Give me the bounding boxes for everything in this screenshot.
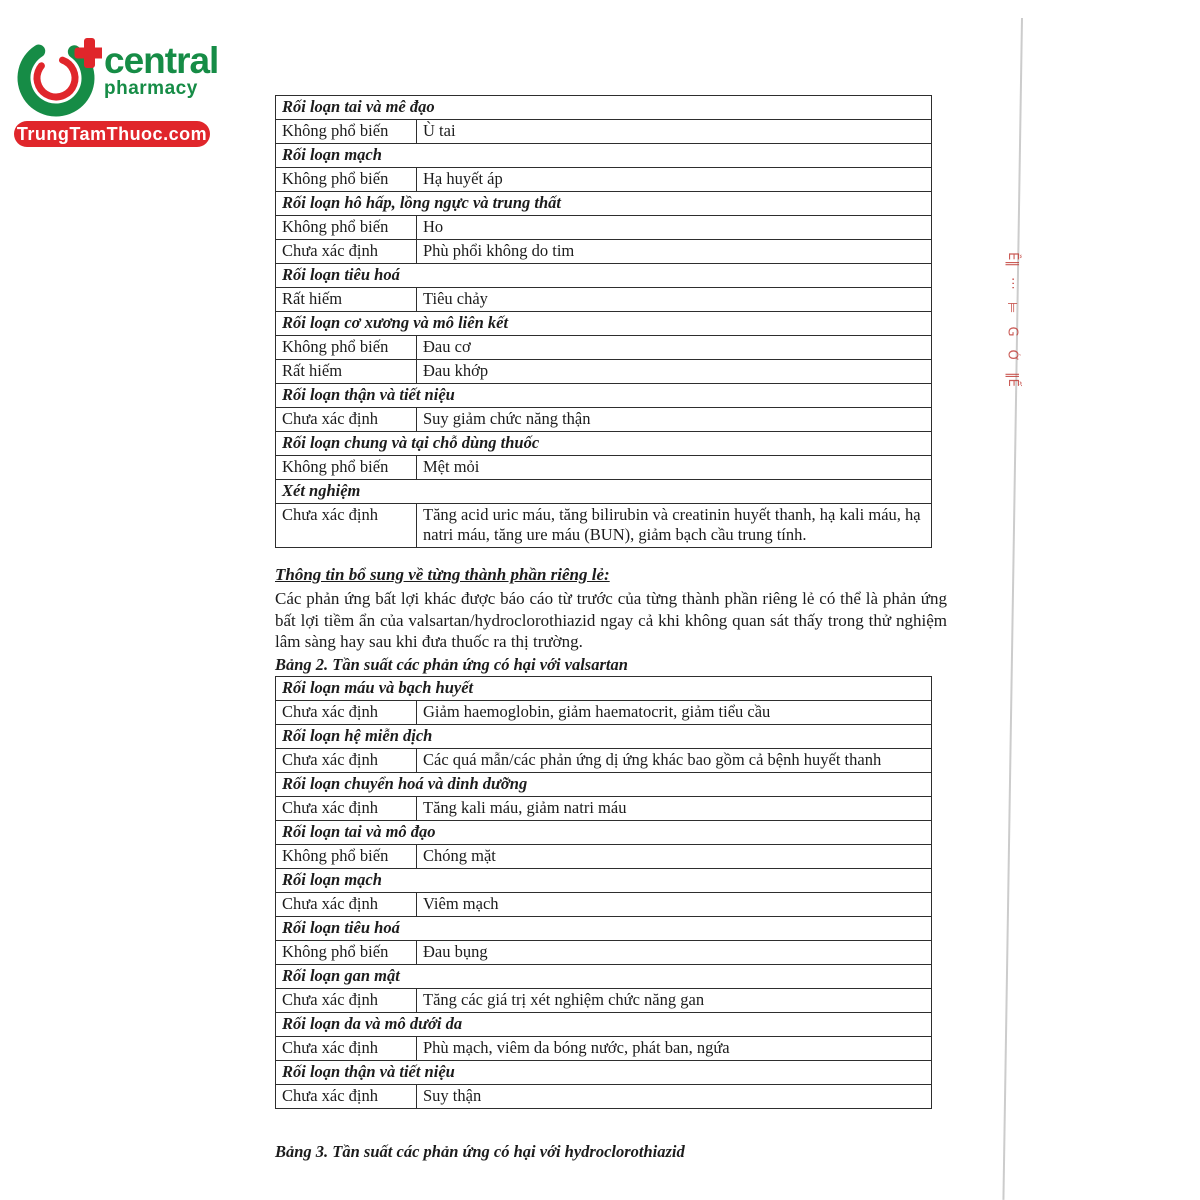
section-header-cell: Rối loạn chuyển hoá và dinh dưỡng bbox=[276, 772, 932, 796]
table-row bbox=[276, 1084, 932, 1108]
frequency-cell: Chưa xác định bbox=[276, 988, 417, 1012]
table-row bbox=[276, 748, 932, 772]
section-header-row bbox=[276, 724, 932, 748]
reaction-cell: Đau cơ bbox=[417, 336, 932, 360]
reaction-cell: Tăng các giá trị xét nghiệm chức năng gan bbox=[417, 988, 932, 1012]
frequency-cell: Không phổ biến bbox=[276, 168, 417, 192]
frequency-cell: Chưa xác định bbox=[276, 700, 417, 724]
section-header-row bbox=[276, 192, 932, 216]
section-header-cell: Rối loạn thận và tiết niệu bbox=[276, 384, 932, 408]
additional-info-heading: Thông tin bổ sung về từng thành phần riêng lẻ: bbox=[275, 565, 610, 584]
reaction-cell: Suy giảm chức năng thận bbox=[417, 408, 932, 432]
frequency-cell: Không phổ biến bbox=[276, 120, 417, 144]
section-header-cell: Rối loạn gan mật bbox=[276, 964, 932, 988]
frequency-cell: Chưa xác định bbox=[276, 240, 417, 264]
reaction-cell: Tăng acid uric máu, tăng bilirubin và creatinin huyết thanh, hạ kali máu, hạ natri máu, tăng ure máu (BUN), giảm bạch cầu trung tính. bbox=[417, 504, 932, 548]
reaction-cell: Tiêu chảy bbox=[417, 288, 932, 312]
reaction-cell: Phù mạch, viêm da bóng nước, phát ban, ngứa bbox=[417, 1036, 932, 1060]
red-stamp-fragments bbox=[1001, 252, 1023, 396]
frequency-cell: Chưa xác định bbox=[276, 408, 417, 432]
logo-brand-text: central bbox=[104, 40, 219, 81]
section-header-row bbox=[276, 384, 932, 408]
frequency-cell: Không phổ biến bbox=[276, 456, 417, 480]
section-header-cell: Rối loạn tai và mê đạo bbox=[276, 96, 932, 120]
section-header-cell: Rối loạn mạch bbox=[276, 868, 932, 892]
logo-c-icon bbox=[14, 30, 102, 118]
table-row bbox=[276, 408, 932, 432]
section-header-cell: Rối loạn máu và bạch huyết bbox=[276, 676, 932, 700]
table-row bbox=[276, 504, 932, 548]
section-header-row bbox=[276, 144, 932, 168]
reaction-cell: Phù phổi không do tim bbox=[417, 240, 932, 264]
additional-info-paragraph: Các phản ứng bất lợi khác được báo cáo từ trước của từng thành phần riêng lẻ có thể là phản ứng bất lợi tiềm ẩn của valsartan/hydroclorothiazid ngay cả khi không quan sát thấy trong thử nghiệm lâm sàng hay sau khi đưa thuốc ra thị trường. bbox=[275, 589, 947, 651]
table-row bbox=[276, 240, 932, 264]
table-row bbox=[276, 844, 932, 868]
adverse-reactions-table-2 bbox=[275, 676, 932, 1109]
adverse-reactions-table-1 bbox=[275, 95, 932, 548]
section-header-row bbox=[276, 264, 932, 288]
section-header-cell: Rối loạn thận và tiết niệu bbox=[276, 1060, 932, 1084]
table-row bbox=[276, 216, 932, 240]
red-stamp-fragment: G bbox=[1004, 326, 1020, 337]
reaction-cell: Đau bụng bbox=[417, 940, 932, 964]
section-header-row bbox=[276, 432, 932, 456]
frequency-cell: Không phổ biến bbox=[276, 216, 417, 240]
reaction-cell: Chóng mặt bbox=[417, 844, 932, 868]
central-pharmacy-logo bbox=[14, 30, 224, 147]
red-stamp-fragment: ⊨ bbox=[1004, 301, 1020, 314]
frequency-cell: Chưa xác định bbox=[276, 504, 417, 548]
section-header-cell: Rối loạn mạch bbox=[276, 144, 932, 168]
table-row bbox=[276, 168, 932, 192]
table-row bbox=[276, 288, 932, 312]
reaction-cell: Mệt mỏi bbox=[417, 456, 932, 480]
frequency-cell: Rất hiếm bbox=[276, 360, 417, 384]
table-row bbox=[276, 336, 932, 360]
reaction-cell: Hạ huyết áp bbox=[417, 168, 932, 192]
reaction-cell: Ho bbox=[417, 216, 932, 240]
reaction-cell: Viêm mạch bbox=[417, 892, 932, 916]
document-body bbox=[275, 95, 947, 1163]
section-header-row bbox=[276, 772, 932, 796]
banner-text: TrungTamThuoc.com bbox=[16, 123, 208, 144]
red-stamp-fragment: ‖Ế bbox=[1004, 372, 1020, 387]
frequency-cell: Chưa xác định bbox=[276, 1084, 417, 1108]
section-header-row bbox=[276, 964, 932, 988]
table-row bbox=[276, 700, 932, 724]
reaction-cell: Giảm haemoglobin, giảm haematocrit, giảm tiểu cầu bbox=[417, 700, 932, 724]
reaction-cell: Các quá mẫn/các phản ứng dị ứng khác bao gồm cả bệnh huyết thanh bbox=[417, 748, 932, 772]
section-header-row bbox=[276, 96, 932, 120]
section-header-row bbox=[276, 820, 932, 844]
frequency-cell: Không phổ biến bbox=[276, 940, 417, 964]
section-header-row bbox=[276, 480, 932, 504]
reaction-cell: Suy thận bbox=[417, 1084, 932, 1108]
section-header-row bbox=[276, 676, 932, 700]
section-header-cell: Rối loạn cơ xương và mô liên kết bbox=[276, 312, 932, 336]
reaction-cell: Ù tai bbox=[417, 120, 932, 144]
section-header-row bbox=[276, 1060, 932, 1084]
section-header-row bbox=[276, 916, 932, 940]
logo-sub-text: pharmacy bbox=[104, 78, 198, 99]
table-row bbox=[276, 1036, 932, 1060]
reaction-cell: Tăng kali máu, giảm natri máu bbox=[417, 796, 932, 820]
section-header-cell: Rối loạn hệ miễn dịch bbox=[276, 724, 932, 748]
section-header-cell: Rối loạn tai và mô đạo bbox=[276, 820, 932, 844]
section-header-cell: Rối loạn tiêu hoá bbox=[276, 264, 932, 288]
section-header-row bbox=[276, 1012, 932, 1036]
section-header-cell: Rối loạn chung và tại chỗ dùng thuốc bbox=[276, 432, 932, 456]
section-header-cell: Rối loạn hô hấp, lồng ngực và trung thất bbox=[276, 192, 932, 216]
frequency-cell: Rất hiếm bbox=[276, 288, 417, 312]
table-row bbox=[276, 892, 932, 916]
frequency-cell: Chưa xác định bbox=[276, 748, 417, 772]
frequency-cell: Chưa xác định bbox=[276, 796, 417, 820]
trungtamthuoc-banner bbox=[14, 121, 210, 147]
reaction-cell: Đau khớp bbox=[417, 360, 932, 384]
section-header-row bbox=[276, 312, 932, 336]
table-3-caption: Bảng 3. Tần suất các phản ứng có hại với hydroclorothiazid bbox=[275, 1141, 685, 1161]
red-stamp-fragment: Ễ‖ bbox=[1004, 252, 1020, 267]
table-row bbox=[276, 456, 932, 480]
table-2-caption: Bảng 2. Tần suất các phản ứng có hại với valsartan bbox=[275, 654, 628, 674]
table-row bbox=[276, 940, 932, 964]
table-row bbox=[276, 120, 932, 144]
table-row bbox=[276, 360, 932, 384]
page-edge-line bbox=[1002, 18, 1022, 1200]
frequency-cell: Không phổ biến bbox=[276, 336, 417, 360]
section-header-cell: Xét nghiệm bbox=[276, 480, 932, 504]
section-header-cell: Rối loạn tiêu hoá bbox=[276, 916, 932, 940]
table-row bbox=[276, 988, 932, 1012]
frequency-cell: Chưa xác định bbox=[276, 892, 417, 916]
red-stamp-fragment: ⋯ bbox=[1004, 277, 1020, 290]
frequency-cell: Không phổ biến bbox=[276, 844, 417, 868]
frequency-cell: Chưa xác định bbox=[276, 1036, 417, 1060]
section-header-cell: Rối loạn da và mô dưới da bbox=[276, 1012, 932, 1036]
logo-c-plus-icon bbox=[14, 30, 102, 118]
red-stamp-fragment: Ớ bbox=[1004, 349, 1020, 362]
section-header-row bbox=[276, 868, 932, 892]
table-row bbox=[276, 796, 932, 820]
